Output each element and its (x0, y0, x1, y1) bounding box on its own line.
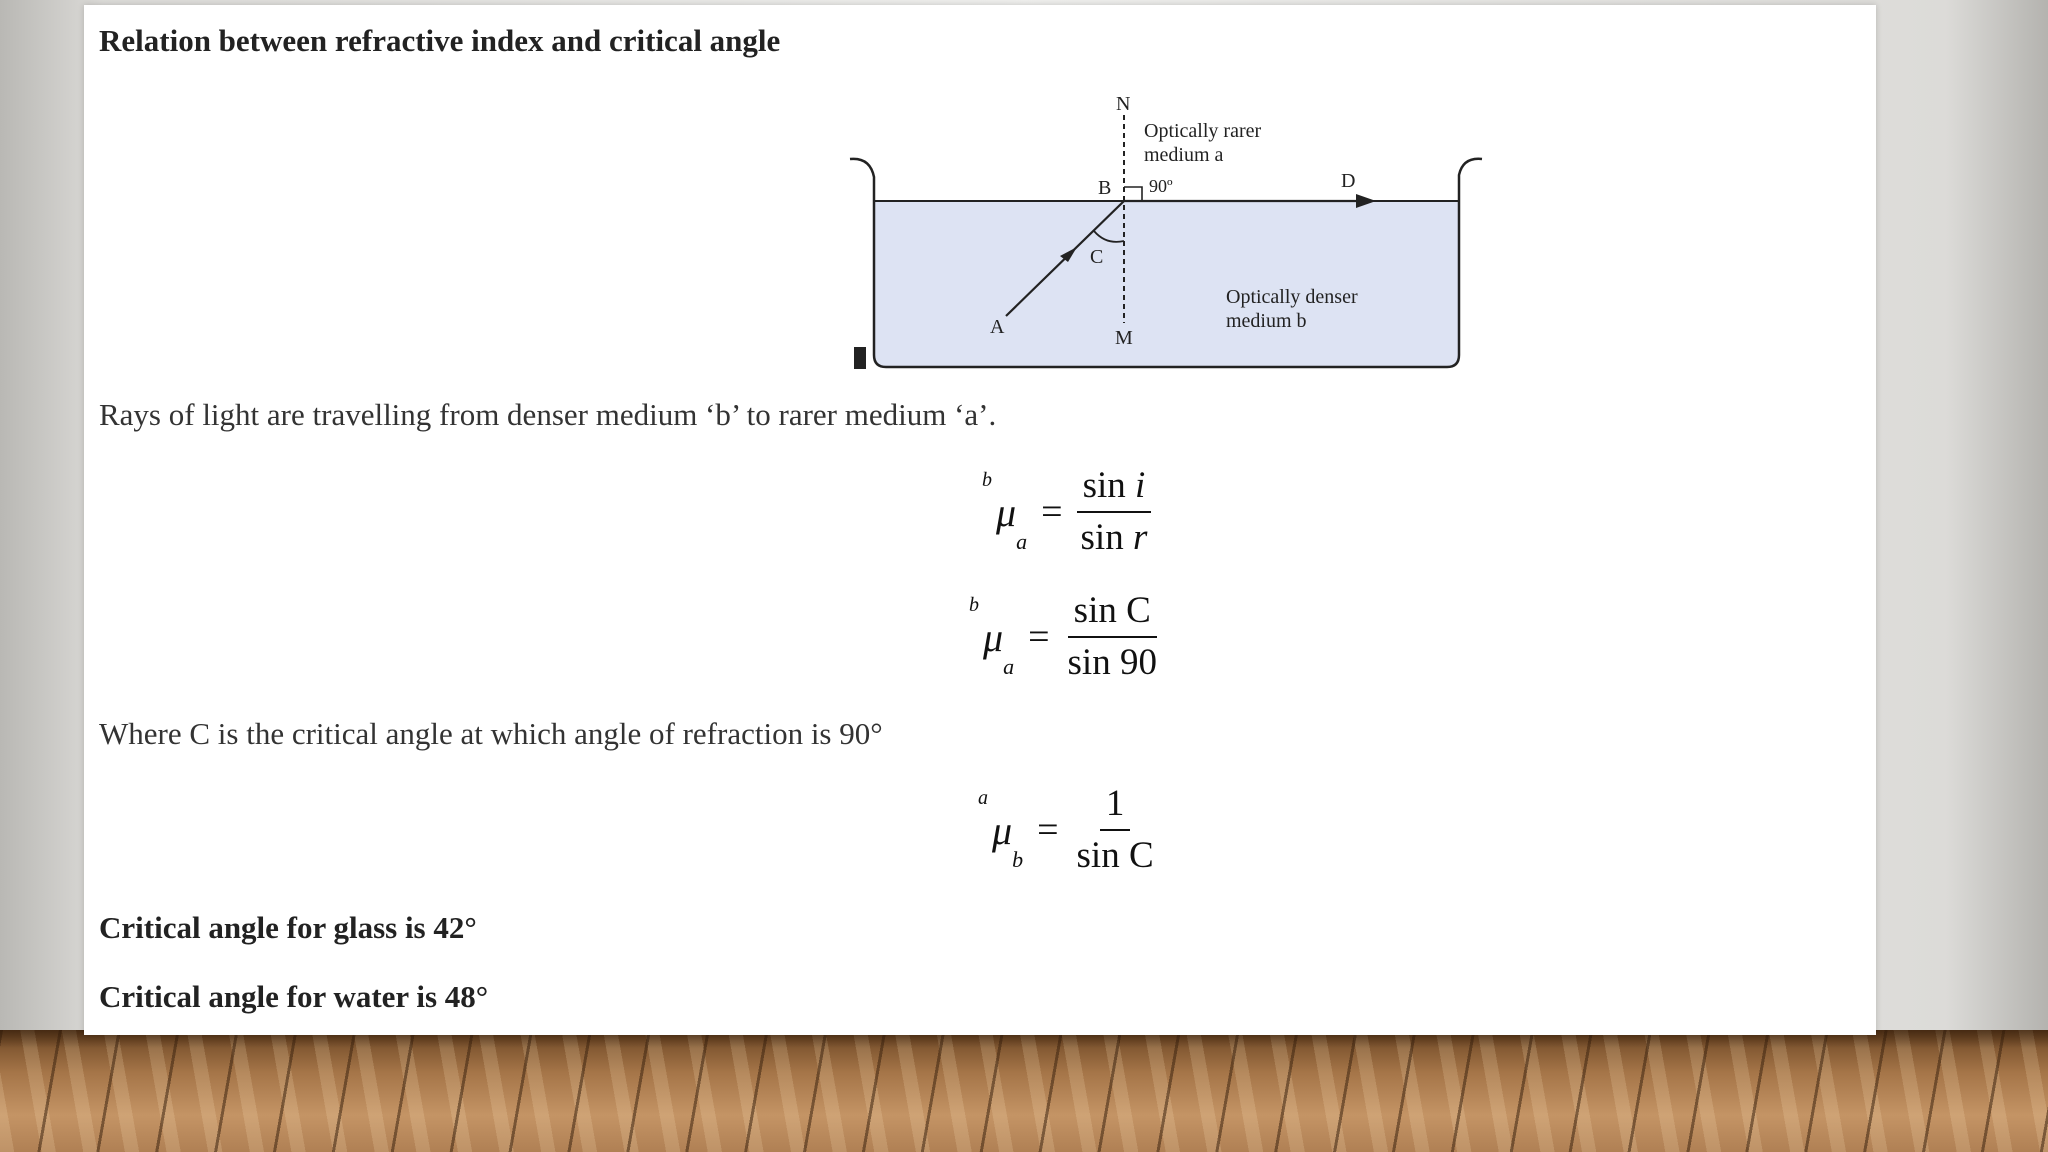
eq2-mu-symbol: μ (983, 614, 1004, 660)
denser-medium-label-line2: medium b (1226, 310, 1307, 332)
eq1-numerator (1077, 463, 1152, 513)
rarer-medium-label-line1: Optically rarer (1144, 120, 1262, 142)
eq1-num-func: sin (1082, 465, 1136, 506)
label-angle-90: 90º (1149, 176, 1173, 196)
eq3-equals: = (1037, 809, 1059, 851)
eq1-fraction (1075, 463, 1154, 561)
eq2-subscript: a (1003, 654, 1015, 679)
equation-snell (982, 463, 1153, 561)
intro-text: Rays of light are travelling from denser medium ‘b’ to rarer medium ‘a’. (99, 397, 997, 432)
eq3-fraction (1071, 781, 1160, 879)
eq2-equals: = (1028, 616, 1050, 658)
eq3-prescript: a (978, 787, 988, 809)
denser-medium-fill (874, 201, 1459, 367)
eq3-denominator: sin C (1076, 835, 1154, 876)
slide (84, 5, 1876, 1035)
refraction-diagram (764, 85, 1484, 385)
eq2-prescript: b (969, 594, 979, 616)
eq1-den-var: r (1132, 517, 1148, 558)
eq3-mu-symbol: μ (992, 807, 1013, 853)
rarer-medium-label-line2: medium a (1144, 144, 1224, 166)
container-foot (854, 347, 866, 369)
label-n: N (1116, 93, 1131, 115)
label-b: B (1098, 177, 1112, 199)
eq3-subscript: b (1012, 847, 1024, 872)
glass-critical-angle-text: Critical angle for glass is 42° (99, 910, 477, 945)
eq1-num-var: i (1135, 465, 1146, 506)
eq1-denominator (1075, 513, 1154, 561)
eq1-subscript: a (1016, 529, 1028, 554)
where-text: Where C is the critical angle at which angle of refraction is 90° (99, 716, 883, 751)
right-angle-marker (1124, 187, 1142, 201)
eq1-prescript: b (982, 469, 992, 491)
label-a: A (990, 316, 1005, 338)
eq2-fraction (1062, 588, 1163, 686)
eq1-den-func: sin (1080, 517, 1133, 558)
equation-critical (969, 588, 1163, 686)
eq1-mu-symbol: μ (996, 489, 1017, 535)
water-critical-angle-text: Critical angle for water is 48° (99, 979, 489, 1014)
denser-medium-label-line1: Optically denser (1226, 286, 1358, 308)
wooden-floor-background (0, 1030, 2048, 1152)
eq3-numerator: 1 (1100, 781, 1131, 831)
eq2-numerator: sin C (1068, 588, 1157, 638)
eq2-denominator: sin 90 (1067, 642, 1157, 683)
equation-reciprocal (978, 781, 1160, 879)
slide-title: Relation between refractive index and critical angle (99, 23, 781, 58)
label-d: D (1341, 170, 1356, 192)
label-c: C (1090, 246, 1104, 268)
label-m: M (1115, 327, 1133, 349)
eq1-equals: = (1041, 491, 1063, 533)
